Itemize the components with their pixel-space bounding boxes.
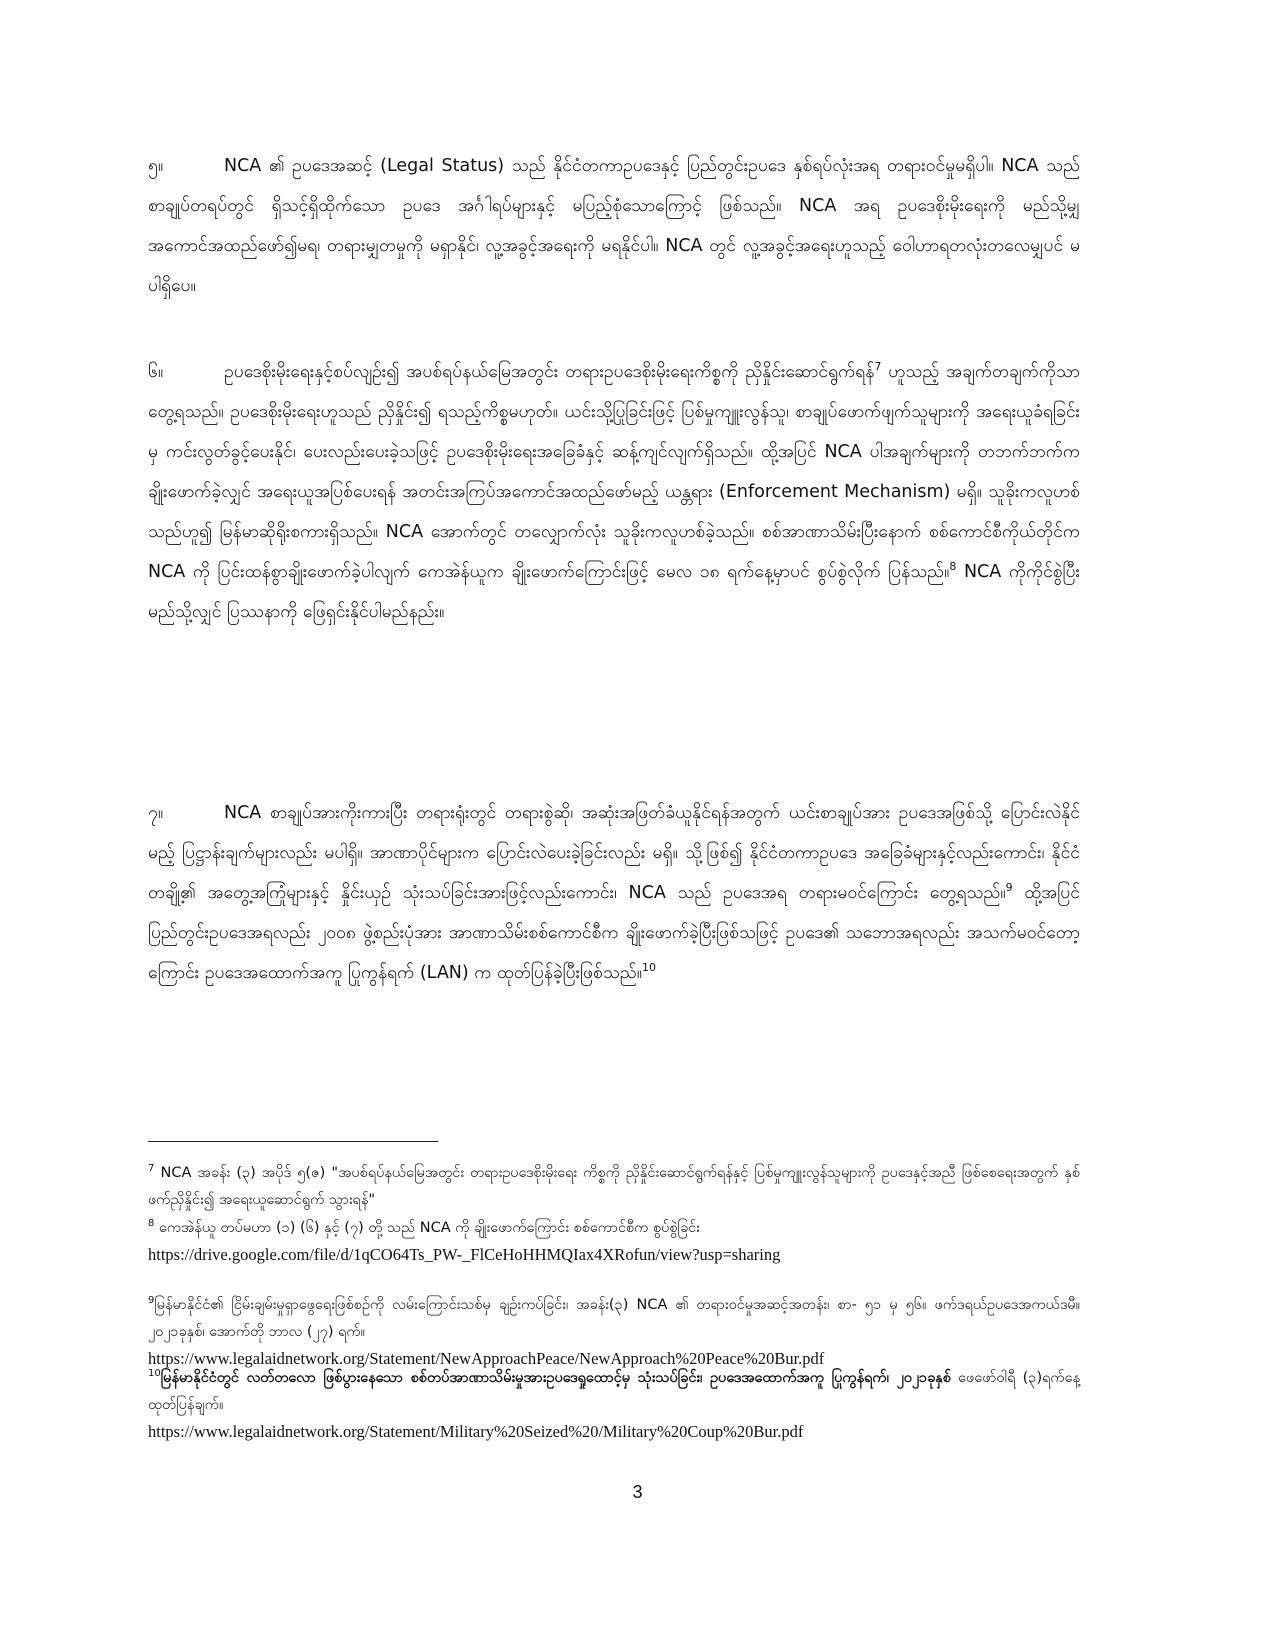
footnote-link[interactable]: https://www.legalaidnetwork.org/Statement/Military%20Seized%20/Military%20Coup%20Bur.pdf (148, 1422, 804, 1441)
footnote-mark: 9 (148, 1295, 155, 1307)
footnote-10 (148, 1365, 1080, 1445)
footnote-text: မြန်မာနိုင်ငံ၏ ငြိမ်းချမ်းမှုရှာဖွေရေးဖြစ်စဉ်ကို လမ်းကြောင်းသစ်မှ ချဉ်းကပ်ခြင်း၊ အခန်း(၃) NCA ၏ တရားဝင်မှုအဆင့်အတန်း၊ စာ- ၅၁ မှ ၅၆။ ဖက်ဒရယ်ဥပဒေအကယ်ဒမီ။ ၂၀၂၁ခုနှစ်၊ အောက်တို ဘာလ (၂၇) ရက်။ (148, 1297, 1080, 1340)
paragraph-number: ၇။ (148, 803, 164, 823)
footnote-ref-8[interactable]: 8 (949, 560, 957, 574)
paragraph-6 (148, 352, 1080, 632)
paragraph-text: ဥပဒေစိုးမိုးရေးနှင့်စပ်လျဉ်း၍ အပစ်ရပ်နယ်မြေအတွင်း တရားဥပဒေစိုးမိုးရေးကိစ္စကို ညှိနှိုင်းဆောင်ရွက်ရန် (224, 362, 875, 382)
footnote-mark: 8 (148, 1218, 155, 1230)
footnote-ref-9[interactable]: 9 (1005, 881, 1013, 895)
footnote-ref-10[interactable]: 10 (642, 961, 657, 975)
paragraph-5 (148, 146, 1080, 306)
paragraph-text: ဟူသည့် အချက်တချက်ကိုသာတွေ့ရသည်။ ဥပဒေစိုးမိုးရေးဟူသည် ညှိနှိုင်း၍ ရသည့်ကိစ္စမဟုတ်။ ယင်းသို့ပြုခြင်းဖြင့် ပြစ်မှုကျူးလွန်သူ၊ စာချုပ်ဖောက်ဖျက်သူများကို အရေးယူခံရခြင်းမှ ကင်းလွတ်ခွင့်ပေးနိုင်၊ ပေးလည်းပေးခဲ့သဖြင့် ဥပဒေစိုးမိုးရေးအခြေခံနှင့် ဆန့်ကျင်လျက်ရှိသည်။ ထို့အပြင် NCA ပါအချက်များကို တဘက်ဘက်က ချိုးဖောက်ခဲ့လျှင် အရေးယူအပြစ်ပေးရန် အတင်းအကြပ်အကောင်အထည်ဖော်မည့် ယန္တရား (Enforcement Mechanism) မရှိ။ သူခိုးကလူဟစ်သည်ဟူ၍ မြန်မာဆိုရိုးစကားရှိသည်။ NCA အောက်တွင် တလျှောက်လုံး သူခိုးကလူဟစ်ခဲ့သည်။ စစ်အာဏာသိမ်းပြီးနောက် စစ်ကောင်စီကိုယ်တိုင်က NCA ကို ပြင်းထန်စွာချိုးဖောက်ခဲ့ပါလျက် ကေအဲန်ယူက ချိုးဖောက်ကြောင်းဖြင့် မေလ ၁၈ ရက်နေ့မှာပင် စွပ်စွဲလိုက် ပြန်သည်။ (148, 362, 1080, 582)
footnote-7 (148, 1160, 1080, 1214)
footnote-title: မြန်မာနိုင်ငံတွင် လတ်တလော ဖြစ်ပွားနေသော စစ်တပ်အာဏာသိမ်းမှုအားဥပဒေရှုထောင့်မှ သုံးသပ်ခြင်း၊ ဥပဒေအထောက်အကူ ပြုကွန်ရက်၊ ၂၀၂၁ခုနှစ် (160, 1370, 951, 1386)
footnote-ref-7[interactable]: 7 (874, 360, 882, 374)
paragraph-7 (148, 793, 1080, 993)
paragraph-text: NCA ၏ ဥပဒေအဆင့် (Legal Status) သည် နိုင်ငံတကာဥပဒေနှင့် ပြည်တွင်းဥပဒေ နှစ်ရပ်လုံးအရ တရားဝင်မှုမရှိပါ။ NCA သည် စာချုပ်တရပ်တွင် ရှိသင့်ရှိထိုက်သော ဥပဒေ အင်္ဂါရပ်များနှင့် မပြည့်စုံသောကြောင့် ဖြစ်သည်။ NCA အရ ဥပဒေစိုးမိုးရေးကို မည်သို့မျှ အကောင်အထည်ဖော်၍မရ၊ တရားမျှတမှုကို မရှာနိုင်၊ လူ့အခွင့်အရေးကို မရနိုင်ပါ။ NCA တွင် လူ့အခွင့်အရေးဟူသည့် ဝေါဟာရတလုံးတလေမျှပင် မပါရှိပေ။ (148, 156, 1080, 296)
footnote-mark: 7 (148, 1163, 155, 1175)
paragraph-number: ၅။ (148, 156, 164, 176)
footnote-text: NCA အခန်း (၃) အပိုဒ် ၅(ဇ) "အပစ်ရပ်နယ်မြေအတွင်း တရားဥပဒေစိုးမိုးရေး ကိစ္စကို ညှိနှိုင်းဆောင်ရွက်ရန်နှင့် ပြစ်မှုကျူးလွန်သူများကို ဥပဒေနှင့်အညီ ဖြစ်စေရေးအတွက် နှစ်ဖက်ညှိနှိုင်း၍ အရေးယူဆောင်ရွက် သွားရန်" (148, 1165, 1080, 1208)
paragraph-text: ထို့အပြင် ပြည်တွင်းဥပဒေအရလည်း ၂၀၀၈ ဖွဲ့စည်းပုံအား အာဏာသိမ်းစစ်ကောင်စီက ချိုးဖောက်ခဲ့ပြီးဖြစ်သဖြင့် ဥပဒေ၏ သဘောအရလည်း အသက်မဝင်တော့ကြောင်း ဥပဒေအထောက်အကူ ပြုကွန်ရက် (LAN) က ထုတ်ပြန်ခဲ့ပြီးဖြစ်သည်။ (148, 883, 1080, 983)
footnote-text: ကေအဲန်ယူ တပ်မဟာ (၁) (၆) နှင့် (၇) တို့ သည် NCA ကို ချိုးဖောက်ကြောင်း စစ်ကောင်စီက စွပ်စွဲခြင်း (154, 1220, 700, 1236)
footnote-mark: 10 (148, 1368, 161, 1380)
footnote-text: ဖေဖော်ဝါရီ (၃)ရက်နေ့ ထုတ်ပြန်ချက်။ (148, 1370, 1080, 1413)
paragraph-number: ၆။ (148, 362, 164, 382)
footnote-link[interactable]: https://drive.google.com/file/d/1qCO64Ts_PW-_FlCeHoHHMQIax4XRofun/view?usp=sharing (148, 1245, 781, 1264)
footnote-9 (148, 1292, 1080, 1372)
footnote-8 (148, 1215, 1080, 1268)
footnote-link[interactable]: https://www.legalaidnetwork.org/Statement/NewApproachPeace/NewApproach%20Peace%20Bur.pdf (148, 1349, 825, 1368)
footnote-separator (148, 1141, 438, 1142)
paragraph-text: NCA စာချုပ်အားကိုးကားပြီး တရားရုံးတွင် တရားစွဲဆို၊ အဆုံးအဖြတ်ခံယူနိုင်ရန်အတွက် ယင်းစာချုပ်အား ဥပဒေအဖြစ်သို့ ပြောင်းလဲနိုင်မည့် ပြဋ္ဌာန်းချက်များလည်း မပါရှိ။ အာဏာပိုင်များက ပြောင်းလဲပေးခဲ့ခြင်းလည်း မရှိ။ သို့ဖြစ်၍ နိုင်ငံတကာဥပဒေ အခြေခံများနှင့်လည်းကောင်း၊ နိုင်ငံတချို့၏ အတွေ့အကြုံများနှင့် နှိုင်းယှဉ် သုံးသပ်ခြင်းအားဖြင့်လည်းကောင်း၊ NCA သည် ဥပဒေအရ တရားမဝင်ကြောင်း တွေ့ရသည်။ (148, 803, 1080, 903)
page-number: 3 (632, 1482, 643, 1502)
paragraph-text: NCA ကိုကိုင်စွဲပြီး မည်သို့လျှင် ပြဿနာကို ဖြေရှင်းနိုင်ပါမည်နည်း။ (148, 562, 1080, 622)
